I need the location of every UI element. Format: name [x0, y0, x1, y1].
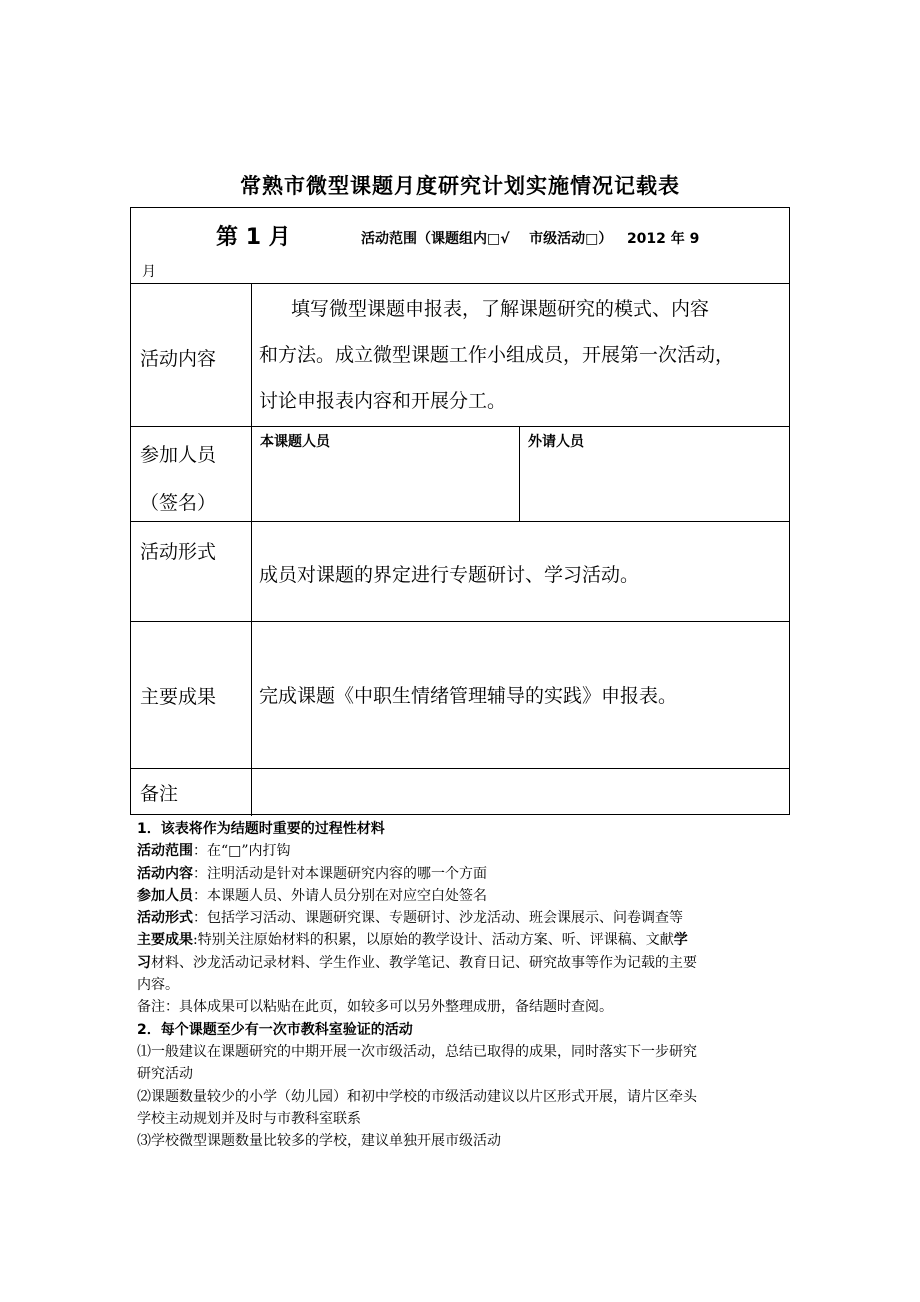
note-item: ⑵课题数量较少的小学（幼儿园）和初中学校的市级活动建议以片区形式开展，请片区牵头 [137, 1088, 697, 1105]
note-item: 参加人员：本课题人员、外请人员分别在对应空白处签名 [137, 887, 487, 904]
note-item: 活动内容：注明活动是针对本课题研究内容的哪一个方面 [137, 865, 487, 882]
note-item: 学校主动规划并及时与市教科室联系 [137, 1110, 361, 1127]
participants-sign-label: （签名） [140, 492, 217, 514]
note-item: 活动形式：包括学习活动、课题研究课、专题研讨、沙龙活动、班会课展示、问卷调查等 [137, 910, 683, 927]
column-divider [251, 283, 252, 816]
note-item: 主要成果:特别关注原始材料的积累，以原始的教学设计、活动方案、听、评课稿、文献学 [137, 932, 688, 949]
row-divider [131, 426, 789, 427]
external-label: 外请人员 [528, 434, 584, 450]
month-heading: 第 1 月 [216, 225, 291, 250]
result-text: 完成课题《中职生情绪管理辅导的实践》申报表。 [259, 685, 678, 707]
row-divider [131, 283, 789, 284]
page-title: 常熟市微型课题月度研究计划实施情况记载表 [240, 174, 680, 198]
notes-section [137, 818, 797, 1152]
note-heading: 1．该表将作为结题时重要的过程性材料 [137, 821, 385, 837]
month-wrap: 月 [142, 264, 156, 280]
content-line: 填写微型课题申报表，了解课题研究的模式、内容 [291, 298, 710, 320]
content-label: 活动内容 [140, 348, 217, 370]
note-item: 研究活动 [137, 1066, 193, 1083]
checkbox-icon: □ [585, 231, 599, 247]
form-label: 活动形式 [140, 541, 217, 563]
remark-label: 备注 [140, 783, 179, 805]
column-divider [519, 426, 520, 521]
note-item: 内容。 [137, 977, 179, 994]
note-item: ⑴一般建议在课题研究的中期开展一次市级活动，总结已取得的成果，同时落实下一步研究 [137, 1043, 697, 1060]
form-text: 成员对课题的界定进行专题研讨、学习活动。 [259, 564, 640, 586]
note-heading: 2．每个课题至少有一次市教科室验证的活动 [137, 1021, 413, 1038]
row-divider [131, 768, 789, 769]
check-mark-icon: √ [500, 231, 510, 247]
record-form [130, 207, 790, 815]
content-line: 和方法。成立微型课题工作小组成员，开展第一次活动， [259, 344, 735, 366]
content-line: 讨论申报表内容和开展分工。 [259, 390, 507, 412]
row-divider [131, 621, 789, 622]
row-divider [131, 521, 789, 522]
members-label: 本课题人员 [260, 434, 330, 450]
participants-label: 参加人员 [140, 444, 217, 466]
note-item: ⑶学校微型课题数量比较多的学校，建议单独开展市级活动 [137, 1133, 501, 1150]
result-label: 主要成果 [140, 686, 217, 708]
note-item: 备注：具体成果可以粘贴在此页，如较多可以另外整理成册，备结题时查阅。 [137, 999, 613, 1016]
note-item: 习材料、沙龙活动记录材料、学生作业、教学笔记、教育日记、研究故事等作为记载的主要 [137, 954, 697, 971]
checkbox-icon: □ [487, 231, 501, 247]
activity-scope: 活动范围（课题组内□√ 市级活动□） 2012 年 9 [361, 231, 700, 247]
note-item: 活动范围：在“□”内打钩 [137, 843, 291, 860]
